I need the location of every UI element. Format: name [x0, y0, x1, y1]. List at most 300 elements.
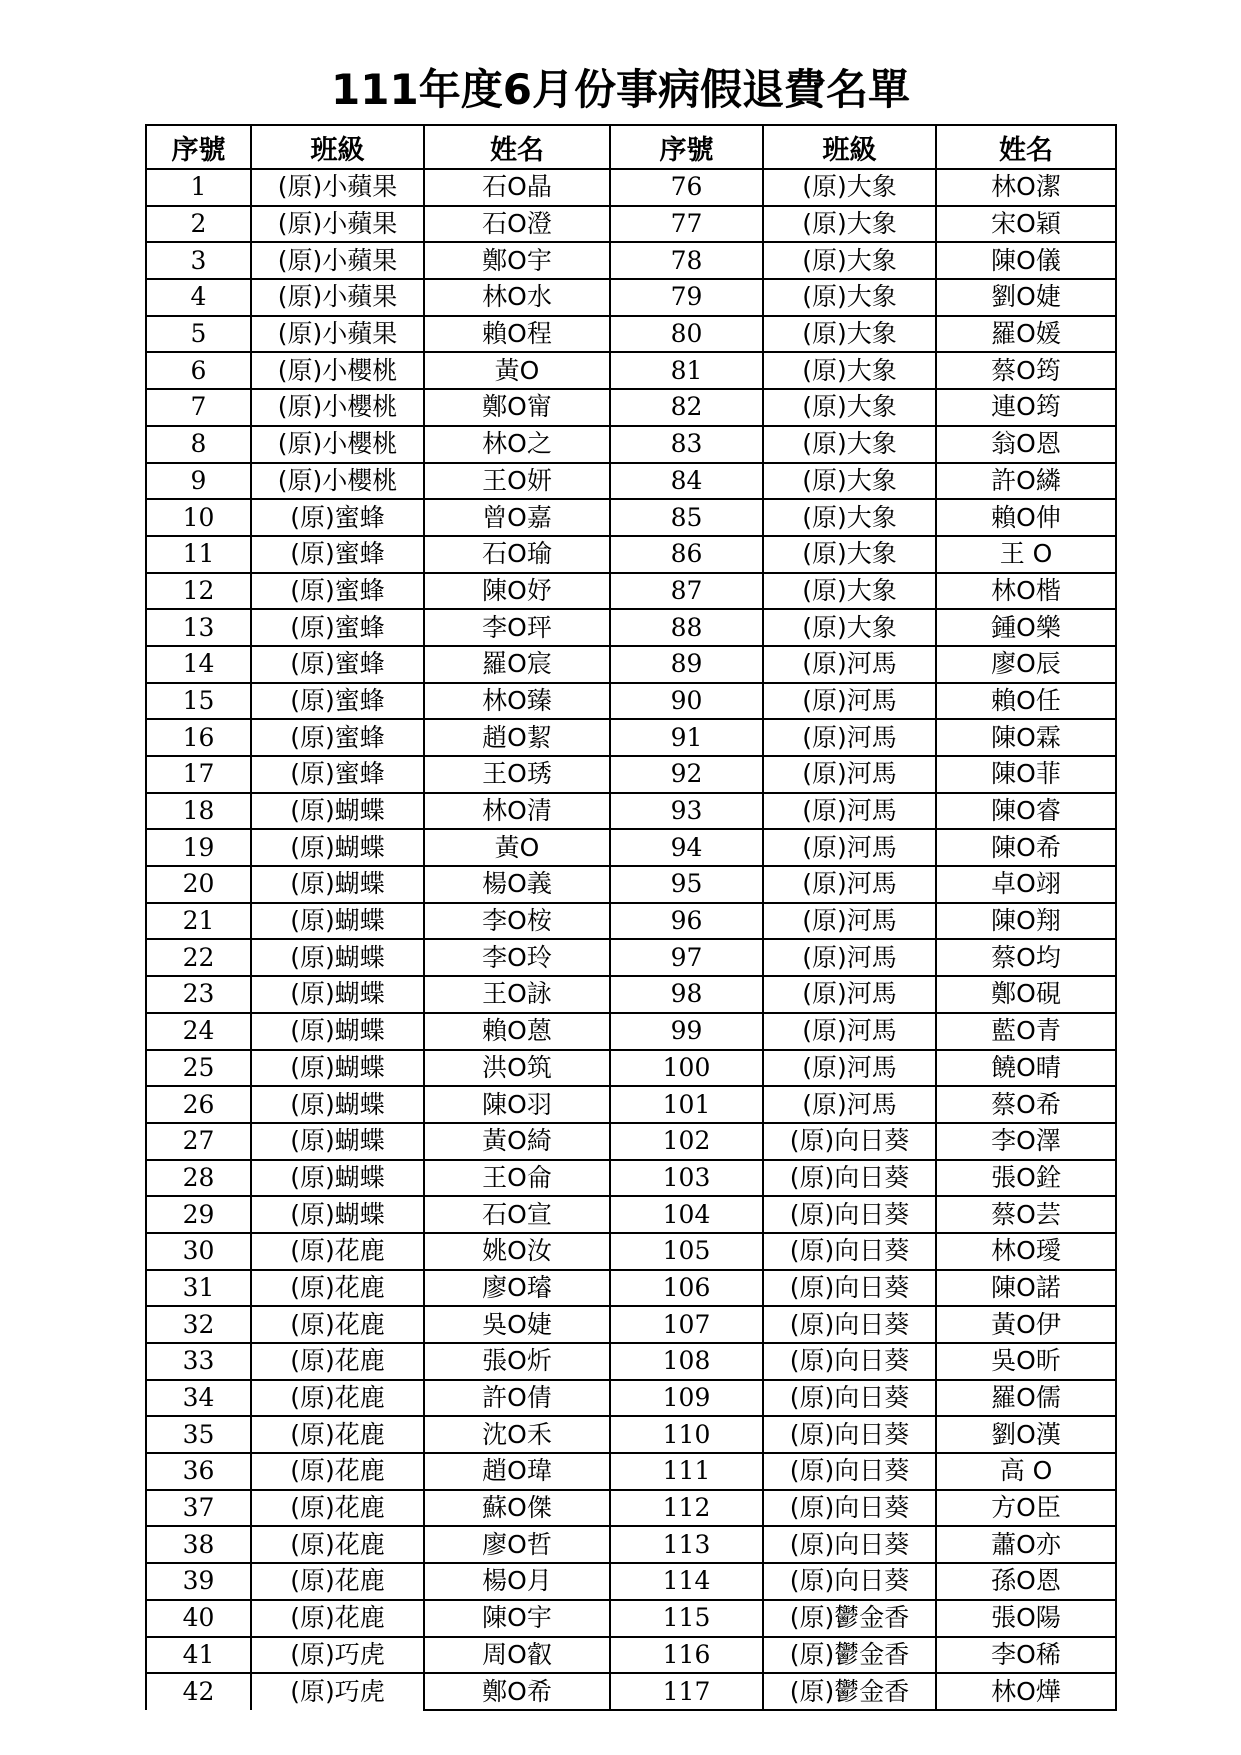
page-title: 111年度6月份事病假退費名單 [331, 65, 910, 114]
row-name-left: 石O宣 [424, 1196, 610, 1233]
row-name-left: 曾O嘉 [424, 499, 610, 536]
table-row [146, 1490, 1116, 1527]
row-class-right: (原)河馬 [763, 756, 936, 793]
row-number-right: 81 [610, 352, 763, 389]
row-class-right: (原)河馬 [763, 829, 936, 866]
row-class-right: (原)向日葵 [763, 1490, 936, 1527]
row-name-right: 羅O媛 [936, 316, 1116, 353]
row-number-left: 41 [146, 1637, 251, 1674]
row-number-left: 39 [146, 1563, 251, 1600]
row-class-right: (原)向日葵 [763, 1563, 936, 1600]
table-row [146, 499, 1116, 536]
row-class-left: (原)花鹿 [251, 1526, 424, 1563]
row-name-right: 張O陽 [936, 1600, 1116, 1637]
row-name-right: 蔡O筠 [936, 352, 1116, 389]
row-number-right: 103 [610, 1160, 763, 1197]
row-number-right: 108 [610, 1343, 763, 1380]
row-class-left: (原)蝴蝶 [251, 793, 424, 830]
row-class-right: (原)向日葵 [763, 1306, 936, 1343]
row-name-left: 張O炘 [424, 1343, 610, 1380]
row-number-left: 10 [146, 499, 251, 536]
row-name-right: 賴O任 [936, 683, 1116, 720]
row-number-left: 23 [146, 976, 251, 1013]
row-number-right: 96 [610, 903, 763, 940]
row-name-right: 陳O儀 [936, 242, 1116, 279]
row-name-left: 王O琇 [424, 756, 610, 793]
table-row [146, 829, 1116, 866]
row-class-left: (原)小蘋果 [251, 242, 424, 279]
table-row [146, 793, 1116, 830]
row-number-right: 82 [610, 389, 763, 426]
table-row [146, 206, 1116, 243]
table-row [146, 573, 1116, 610]
row-number-right: 90 [610, 683, 763, 720]
row-class-left: (原)花鹿 [251, 1343, 424, 1380]
row-class-right: (原)向日葵 [763, 1233, 936, 1270]
row-class-left: (原)花鹿 [251, 1490, 424, 1527]
row-name-left: 趙O絜 [424, 719, 610, 756]
row-number-right: 88 [610, 609, 763, 646]
row-name-left: 陳O宇 [424, 1600, 610, 1637]
table-row [146, 1416, 1116, 1453]
row-class-left: (原)花鹿 [251, 1600, 424, 1637]
row-name-left: 沈O禾 [424, 1416, 610, 1453]
row-class-left: (原)花鹿 [251, 1416, 424, 1453]
row-number-right: 101 [610, 1086, 763, 1123]
row-class-right: (原)大象 [763, 279, 936, 316]
row-class-right: (原)大象 [763, 536, 936, 573]
row-number-right: 109 [610, 1380, 763, 1417]
row-number-left: 15 [146, 683, 251, 720]
row-class-left: (原)小蘋果 [251, 169, 424, 206]
row-class-left: (原)蝴蝶 [251, 1160, 424, 1197]
row-name-right: 高 O [936, 1453, 1116, 1490]
row-number-right: 106 [610, 1270, 763, 1307]
row-number-right: 89 [610, 646, 763, 683]
table-row [146, 279, 1116, 316]
header-class-right: 班級 [763, 125, 936, 169]
row-class-right: (原)大象 [763, 169, 936, 206]
row-name-left: 王O詠 [424, 976, 610, 1013]
row-number-right: 76 [610, 169, 763, 206]
header-no-right: 序號 [610, 125, 763, 169]
row-name-right: 陳O菲 [936, 756, 1116, 793]
row-number-left: 5 [146, 316, 251, 353]
row-name-right: 劉O婕 [936, 279, 1116, 316]
row-number-right: 87 [610, 573, 763, 610]
row-name-left: 林O水 [424, 279, 610, 316]
row-number-left: 31 [146, 1270, 251, 1307]
table-row [146, 646, 1116, 683]
row-class-right: (原)河馬 [763, 646, 936, 683]
row-class-right: (原)向日葵 [763, 1416, 936, 1453]
row-number-left: 34 [146, 1380, 251, 1417]
row-number-right: 111 [610, 1453, 763, 1490]
row-name-left: 石O澄 [424, 206, 610, 243]
row-number-right: 92 [610, 756, 763, 793]
row-number-left: 26 [146, 1086, 251, 1123]
row-name-right: 林O潔 [936, 169, 1116, 206]
row-number-right: 97 [610, 939, 763, 976]
row-class-right: (原)大象 [763, 389, 936, 426]
table-row [146, 939, 1116, 976]
row-class-right: (原)向日葵 [763, 1196, 936, 1233]
row-class-left: (原)蝴蝶 [251, 939, 424, 976]
row-number-left: 12 [146, 573, 251, 610]
row-name-right: 廖O辰 [936, 646, 1116, 683]
row-class-left: (原)小櫻桃 [251, 463, 424, 500]
row-name-left: 李O玲 [424, 939, 610, 976]
row-number-right: 95 [610, 866, 763, 903]
row-class-right: (原)河馬 [763, 976, 936, 1013]
row-number-left: 11 [146, 536, 251, 573]
row-number-left: 21 [146, 903, 251, 940]
row-name-left: 李O玶 [424, 609, 610, 646]
row-number-left: 37 [146, 1490, 251, 1527]
row-number-left: 33 [146, 1343, 251, 1380]
row-class-left: (原)蝴蝶 [251, 1196, 424, 1233]
row-name-left: 楊O月 [424, 1563, 610, 1600]
header-name-right: 姓名 [936, 125, 1116, 169]
row-name-left: 鄭O希 [424, 1673, 610, 1710]
row-name-right: 饒O晴 [936, 1050, 1116, 1087]
table-row [146, 1673, 1116, 1710]
row-number-right: 112 [610, 1490, 763, 1527]
row-name-right: 陳O霖 [936, 719, 1116, 756]
table-row [146, 352, 1116, 389]
row-class-left: (原)蜜蜂 [251, 499, 424, 536]
row-class-right: (原)鬱金香 [763, 1637, 936, 1674]
row-class-left: (原)蜜蜂 [251, 536, 424, 573]
row-number-right: 115 [610, 1600, 763, 1637]
row-number-left: 25 [146, 1050, 251, 1087]
row-name-left: 黃O [424, 829, 610, 866]
row-name-right: 孫O恩 [936, 1563, 1116, 1600]
row-number-left: 42 [146, 1673, 251, 1710]
table-row [146, 1160, 1116, 1197]
row-name-right: 陳O睿 [936, 793, 1116, 830]
row-number-right: 102 [610, 1123, 763, 1160]
row-number-right: 105 [610, 1233, 763, 1270]
row-number-left: 18 [146, 793, 251, 830]
row-class-right: (原)鬱金香 [763, 1673, 936, 1710]
row-name-left: 王O侖 [424, 1160, 610, 1197]
row-number-right: 84 [610, 463, 763, 500]
row-number-right: 110 [610, 1416, 763, 1453]
table-row [146, 1563, 1116, 1600]
row-name-right: 張O銓 [936, 1160, 1116, 1197]
row-number-left: 22 [146, 939, 251, 976]
row-number-right: 83 [610, 426, 763, 463]
row-name-left: 趙O瑋 [424, 1453, 610, 1490]
row-number-left: 20 [146, 866, 251, 903]
table-row [146, 426, 1116, 463]
table-row [146, 1270, 1116, 1307]
row-number-left: 3 [146, 242, 251, 279]
row-number-left: 8 [146, 426, 251, 463]
row-number-right: 107 [610, 1306, 763, 1343]
row-class-right: (原)鬱金香 [763, 1600, 936, 1637]
row-class-right: (原)河馬 [763, 903, 936, 940]
row-class-left: (原)小櫻桃 [251, 389, 424, 426]
row-name-left: 石O晶 [424, 169, 610, 206]
table-row [146, 1343, 1116, 1380]
row-name-left: 黃O [424, 352, 610, 389]
row-class-left: (原)蝴蝶 [251, 1013, 424, 1050]
row-number-left: 9 [146, 463, 251, 500]
row-class-right: (原)向日葵 [763, 1343, 936, 1380]
table-row [146, 903, 1116, 940]
row-class-right: (原)大象 [763, 206, 936, 243]
row-name-left: 吳O婕 [424, 1306, 610, 1343]
row-class-left: (原)花鹿 [251, 1233, 424, 1270]
row-name-right: 陳O諾 [936, 1270, 1116, 1307]
row-name-left: 蘇O傑 [424, 1490, 610, 1527]
row-class-left: (原)花鹿 [251, 1563, 424, 1600]
row-name-right: 吳O昕 [936, 1343, 1116, 1380]
row-name-left: 廖O璿 [424, 1270, 610, 1307]
row-class-left: (原)小櫻桃 [251, 352, 424, 389]
row-class-left: (原)蜜蜂 [251, 646, 424, 683]
row-number-left: 7 [146, 389, 251, 426]
row-number-right: 99 [610, 1013, 763, 1050]
row-number-right: 104 [610, 1196, 763, 1233]
row-class-left: (原)蝴蝶 [251, 1050, 424, 1087]
row-class-right: (原)大象 [763, 609, 936, 646]
row-class-left: (原)花鹿 [251, 1380, 424, 1417]
row-name-right: 林O燁 [936, 1673, 1116, 1710]
row-class-right: (原)大象 [763, 463, 936, 500]
row-name-left: 林O清 [424, 793, 610, 830]
row-number-right: 86 [610, 536, 763, 573]
row-number-left: 4 [146, 279, 251, 316]
row-class-left: (原)小蘋果 [251, 316, 424, 353]
row-class-right: (原)河馬 [763, 683, 936, 720]
row-class-left: (原)蜜蜂 [251, 719, 424, 756]
row-number-right: 80 [610, 316, 763, 353]
row-class-left: (原)蜜蜂 [251, 609, 424, 646]
table-row [146, 1380, 1116, 1417]
row-number-right: 116 [610, 1637, 763, 1674]
table-row [146, 1196, 1116, 1233]
row-name-left: 鄭O甯 [424, 389, 610, 426]
table-row [146, 1013, 1116, 1050]
row-class-left: (原)小蘋果 [251, 279, 424, 316]
row-class-right: (原)向日葵 [763, 1160, 936, 1197]
row-name-right: 翁O恩 [936, 426, 1116, 463]
row-name-left: 賴O程 [424, 316, 610, 353]
header-no-left: 序號 [146, 125, 251, 169]
row-number-right: 114 [610, 1563, 763, 1600]
table-row [146, 1123, 1116, 1160]
row-class-right: (原)河馬 [763, 1013, 936, 1050]
row-class-right: (原)河馬 [763, 1050, 936, 1087]
row-name-right: 王 O [936, 536, 1116, 573]
row-name-left: 賴O蒽 [424, 1013, 610, 1050]
row-name-right: 林O璦 [936, 1233, 1116, 1270]
row-class-right: (原)河馬 [763, 866, 936, 903]
table-row [146, 1600, 1116, 1637]
row-class-right: (原)大象 [763, 499, 936, 536]
row-class-left: (原)花鹿 [251, 1306, 424, 1343]
row-number-left: 40 [146, 1600, 251, 1637]
row-number-right: 85 [610, 499, 763, 536]
row-number-left: 24 [146, 1013, 251, 1050]
table-row [146, 609, 1116, 646]
row-class-left: (原)蝴蝶 [251, 1086, 424, 1123]
row-number-left: 32 [146, 1306, 251, 1343]
row-class-right: (原)向日葵 [763, 1453, 936, 1490]
row-name-right: 林O楷 [936, 573, 1116, 610]
row-class-left: (原)蜜蜂 [251, 756, 424, 793]
row-number-left: 17 [146, 756, 251, 793]
row-name-right: 許O繗 [936, 463, 1116, 500]
row-class-left: (原)花鹿 [251, 1270, 424, 1307]
row-number-right: 91 [610, 719, 763, 756]
row-name-left: 林O之 [424, 426, 610, 463]
row-name-right: 蕭O亦 [936, 1526, 1116, 1563]
row-name-right: 卓O翊 [936, 866, 1116, 903]
row-class-right: (原)河馬 [763, 793, 936, 830]
row-name-left: 黃O綺 [424, 1123, 610, 1160]
row-number-left: 19 [146, 829, 251, 866]
row-name-right: 李O澤 [936, 1123, 1116, 1160]
table-row [146, 1233, 1116, 1270]
table-row [146, 1526, 1116, 1563]
row-number-left: 29 [146, 1196, 251, 1233]
row-class-right: (原)大象 [763, 426, 936, 463]
header-name-left: 姓名 [424, 125, 610, 169]
row-name-left: 洪O筑 [424, 1050, 610, 1087]
row-class-left: (原)巧虎 [251, 1637, 424, 1674]
row-name-left: 李O桉 [424, 903, 610, 940]
row-class-left: (原)蝴蝶 [251, 903, 424, 940]
row-number-left: 14 [146, 646, 251, 683]
row-number-left: 27 [146, 1123, 251, 1160]
row-number-right: 98 [610, 976, 763, 1013]
row-number-right: 117 [610, 1673, 763, 1710]
table-row [146, 756, 1116, 793]
row-name-left: 王O妍 [424, 463, 610, 500]
row-number-left: 1 [146, 169, 251, 206]
row-name-right: 蔡O均 [936, 939, 1116, 976]
row-class-left: (原)花鹿 [251, 1453, 424, 1490]
row-class-right: (原)大象 [763, 573, 936, 610]
row-number-left: 16 [146, 719, 251, 756]
row-class-right: (原)向日葵 [763, 1380, 936, 1417]
table-row [146, 389, 1116, 426]
row-class-left: (原)蝴蝶 [251, 1123, 424, 1160]
row-class-right: (原)大象 [763, 352, 936, 389]
row-class-left: (原)巧虎 [251, 1673, 424, 1710]
row-name-left: 林O臻 [424, 683, 610, 720]
row-name-right: 蔡O希 [936, 1086, 1116, 1123]
row-class-right: (原)河馬 [763, 939, 936, 976]
row-name-right: 藍O青 [936, 1013, 1116, 1050]
row-name-right: 連O筠 [936, 389, 1116, 426]
table-header-row [146, 125, 1116, 169]
row-class-left: (原)蝴蝶 [251, 829, 424, 866]
row-class-right: (原)河馬 [763, 719, 936, 756]
row-name-left: 許O倩 [424, 1380, 610, 1417]
row-name-right: 黃O伊 [936, 1306, 1116, 1343]
row-class-left: (原)蜜蜂 [251, 573, 424, 610]
row-class-left: (原)小蘋果 [251, 206, 424, 243]
row-name-right: 李O稀 [936, 1637, 1116, 1674]
table-row [146, 463, 1116, 500]
row-name-left: 姚O汝 [424, 1233, 610, 1270]
row-number-right: 93 [610, 793, 763, 830]
row-number-left: 38 [146, 1526, 251, 1563]
row-name-left: 陳O妤 [424, 573, 610, 610]
table-row [146, 316, 1116, 353]
row-name-left: 周O叡 [424, 1637, 610, 1674]
row-name-left: 石O瑜 [424, 536, 610, 573]
row-class-right: (原)向日葵 [763, 1526, 936, 1563]
row-number-left: 6 [146, 352, 251, 389]
table-row [146, 1637, 1116, 1674]
row-class-left: (原)蝴蝶 [251, 866, 424, 903]
table-row [146, 1086, 1116, 1123]
row-number-left: 13 [146, 609, 251, 646]
row-name-right: 方O臣 [936, 1490, 1116, 1527]
header-class-left: 班級 [251, 125, 424, 169]
row-name-right: 鄭O硯 [936, 976, 1116, 1013]
table-row [146, 536, 1116, 573]
row-number-left: 30 [146, 1233, 251, 1270]
row-class-right: (原)大象 [763, 316, 936, 353]
refund-list-table [145, 124, 1117, 1711]
row-number-right: 77 [610, 206, 763, 243]
table-row [146, 866, 1116, 903]
row-name-left: 廖O哲 [424, 1526, 610, 1563]
table-row [146, 1050, 1116, 1087]
table-row [146, 1453, 1116, 1490]
table-row [146, 242, 1116, 279]
row-class-left: (原)蝴蝶 [251, 976, 424, 1013]
table-row [146, 169, 1116, 206]
row-name-left: 陳O羽 [424, 1086, 610, 1123]
row-name-right: 陳O翔 [936, 903, 1116, 940]
row-class-left: (原)蜜蜂 [251, 683, 424, 720]
row-name-right: 蔡O芸 [936, 1196, 1116, 1233]
row-name-right: 陳O希 [936, 829, 1116, 866]
row-name-right: 劉O漢 [936, 1416, 1116, 1453]
table-row [146, 1306, 1116, 1343]
row-class-right: (原)河馬 [763, 1086, 936, 1123]
row-number-right: 113 [610, 1526, 763, 1563]
row-name-right: 宋O穎 [936, 206, 1116, 243]
row-number-left: 2 [146, 206, 251, 243]
row-number-left: 28 [146, 1160, 251, 1197]
row-class-right: (原)向日葵 [763, 1270, 936, 1307]
row-name-left: 羅O宸 [424, 646, 610, 683]
row-class-right: (原)向日葵 [763, 1123, 936, 1160]
row-class-left: (原)小櫻桃 [251, 426, 424, 463]
row-class-right: (原)大象 [763, 242, 936, 279]
row-number-right: 94 [610, 829, 763, 866]
row-number-left: 35 [146, 1416, 251, 1453]
row-name-right: 鍾O樂 [936, 609, 1116, 646]
table-row [146, 683, 1116, 720]
table-row [146, 976, 1116, 1013]
row-number-right: 100 [610, 1050, 763, 1087]
row-number-right: 78 [610, 242, 763, 279]
row-name-right: 羅O儒 [936, 1380, 1116, 1417]
row-name-left: 楊O義 [424, 866, 610, 903]
row-number-left: 36 [146, 1453, 251, 1490]
row-name-right: 賴O伸 [936, 499, 1116, 536]
